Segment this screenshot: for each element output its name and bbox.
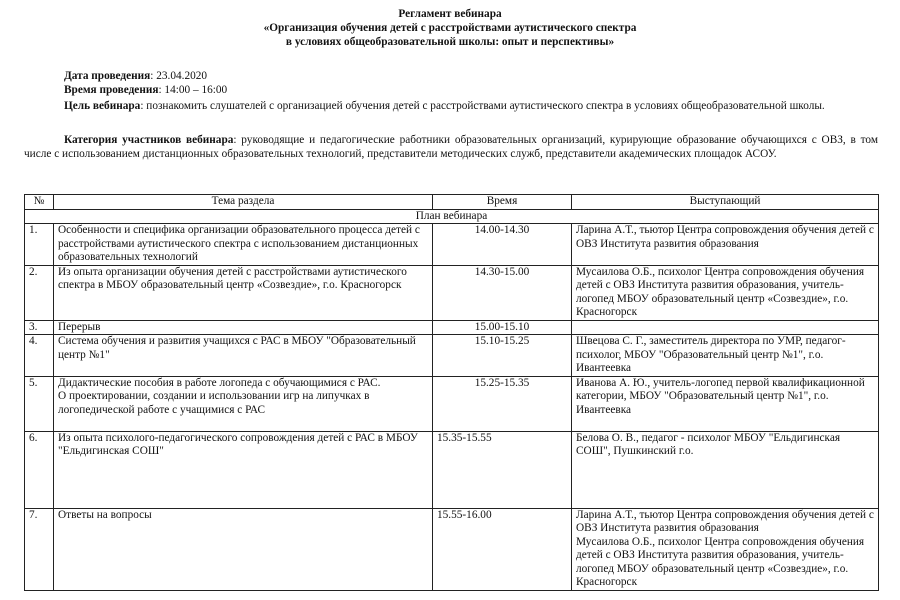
row-number: 2. [25, 265, 54, 320]
row-speaker: Белова О. В., педагог - психолог МБОУ "Ельдигинская СОШ", Пушкинский г.о. [572, 431, 879, 508]
row-topic-line: Дидактические пособия в работе логопеда с обучающимися с РАС. [58, 376, 381, 389]
row-topic [54, 376, 433, 431]
row-topic: Из опыта организации обучения детей с расстройствами аутистического спектра в МБОУ образовательный центр «Созвездие», г.о. Красногорск [54, 265, 433, 320]
row-topic: Особенности и специфика организации образовательного процесса детей с расстройствами аутистического спектра с использованием дистанционных образовательных технологий [54, 224, 433, 266]
goal-label: Цель вебинара [64, 100, 141, 112]
row-topic-line: О проектировании, создании и использовании игр на липучках в логопедической работе с учащимися с РАС [58, 390, 370, 416]
date-line [64, 70, 207, 84]
category-text: : руководящие и педагогические работники образовательных организаций, курирующие образование обучающихся с ОВЗ, в том числе с использованием дистанционных образовательных технологий, представители методических служб, представители академических площадок АСОУ. [24, 134, 878, 160]
row-speaker-line: Мусаилова О.Б., психолог Центра сопровождения обучения детей с ОВЗ Института развития образования, учитель-логопед МБОУ образовательный центр «Созвездие», г.о. Красногорск [576, 535, 865, 588]
table-row [25, 265, 879, 320]
table-row [25, 335, 879, 377]
category-label: Категория участников вебинара [64, 134, 234, 146]
table-header-row [25, 195, 879, 210]
webinar-plan-table [24, 194, 879, 591]
header-speaker: Выступающий [572, 195, 879, 210]
row-time: 15.10-15.25 [433, 335, 572, 377]
webinar-title-line1: «Организация обучения детей с расстройствами аутистического спектра [263, 22, 637, 34]
row-time: 14.00-14.30 [433, 224, 572, 266]
category-paragraph [24, 134, 878, 161]
row-speaker [572, 320, 879, 335]
row-speaker: Швецова С. Г., заместитель директора по УМР, педагог-психолог, МБОУ "Образовательный центр №1", г.о. Ивантеевка [572, 335, 879, 377]
row-number: 5. [25, 376, 54, 431]
table-row [25, 508, 879, 590]
header-num: № [25, 195, 54, 210]
row-topic: Система обучения и развития учащихся с РАС в МБОУ "Образовательный центр №1" [54, 335, 433, 377]
row-speaker: Мусаилова О.Б., психолог Центра сопровождения обучения детей с ОВЗ Института развития образования, учитель-логопед МБОУ образовательный центр «Созвездие», г.о. Красногорск [572, 265, 879, 320]
row-topic: Перерыв [54, 320, 433, 335]
row-time: 15.25-15.35 [433, 376, 572, 431]
goal-text: : познакомить слушателей с организацией обучения детей с расстройствами аутистического спектра в условиях общеобразовательной школы. [140, 100, 825, 112]
table-row [25, 224, 879, 266]
header-topic: Тема раздела [54, 195, 433, 210]
row-speaker [572, 508, 879, 590]
table-row [25, 376, 879, 431]
date-value: : 23.04.2020 [150, 70, 208, 82]
row-speaker: Ларина А.Т., тьютор Центра сопровождения обучения детей с ОВЗ Института развития образования [572, 224, 879, 266]
time-label: Время проведения [64, 84, 159, 96]
row-number: 3. [25, 320, 54, 335]
row-topic: Из опыта психолого-педагогического сопровождения детей с РАС в МБОУ "Ельдигинская СОШ" [54, 431, 433, 508]
row-speaker: Иванова А. Ю., учитель-логопед первой квалификационной категории, МБОУ "Образовательный центр №1", г.о. Ивантеевка [572, 376, 879, 431]
goal-paragraph [24, 100, 878, 114]
webinar-title-line2: в условиях общеобразовательной школы: опыт и перспективы» [285, 36, 615, 48]
row-number: 7. [25, 508, 54, 590]
row-speaker-line: Ларина А.Т., тьютор Центра сопровождения обучения детей с ОВЗ Института развития образования [576, 508, 874, 534]
row-time: 15.55-16.00 [433, 508, 572, 590]
row-number: 4. [25, 335, 54, 377]
row-time: 15.35-15.55 [433, 431, 572, 508]
row-time: 15.00-15.10 [433, 320, 572, 335]
row-number: 1. [25, 224, 54, 266]
document-title: Регламент вебинара [398, 8, 502, 20]
date-label: Дата проведения [64, 70, 151, 82]
row-number: 6. [25, 431, 54, 508]
header-time: Время [433, 195, 572, 210]
plan-label: План вебинара [25, 209, 879, 224]
table-row [25, 431, 879, 508]
time-line [64, 84, 227, 98]
time-value: : 14:00 – 16:00 [158, 84, 228, 96]
row-topic: Ответы на вопросы [54, 508, 433, 590]
table-row [25, 320, 879, 335]
plan-label-row [25, 209, 879, 224]
row-time: 14.30-15.00 [433, 265, 572, 320]
